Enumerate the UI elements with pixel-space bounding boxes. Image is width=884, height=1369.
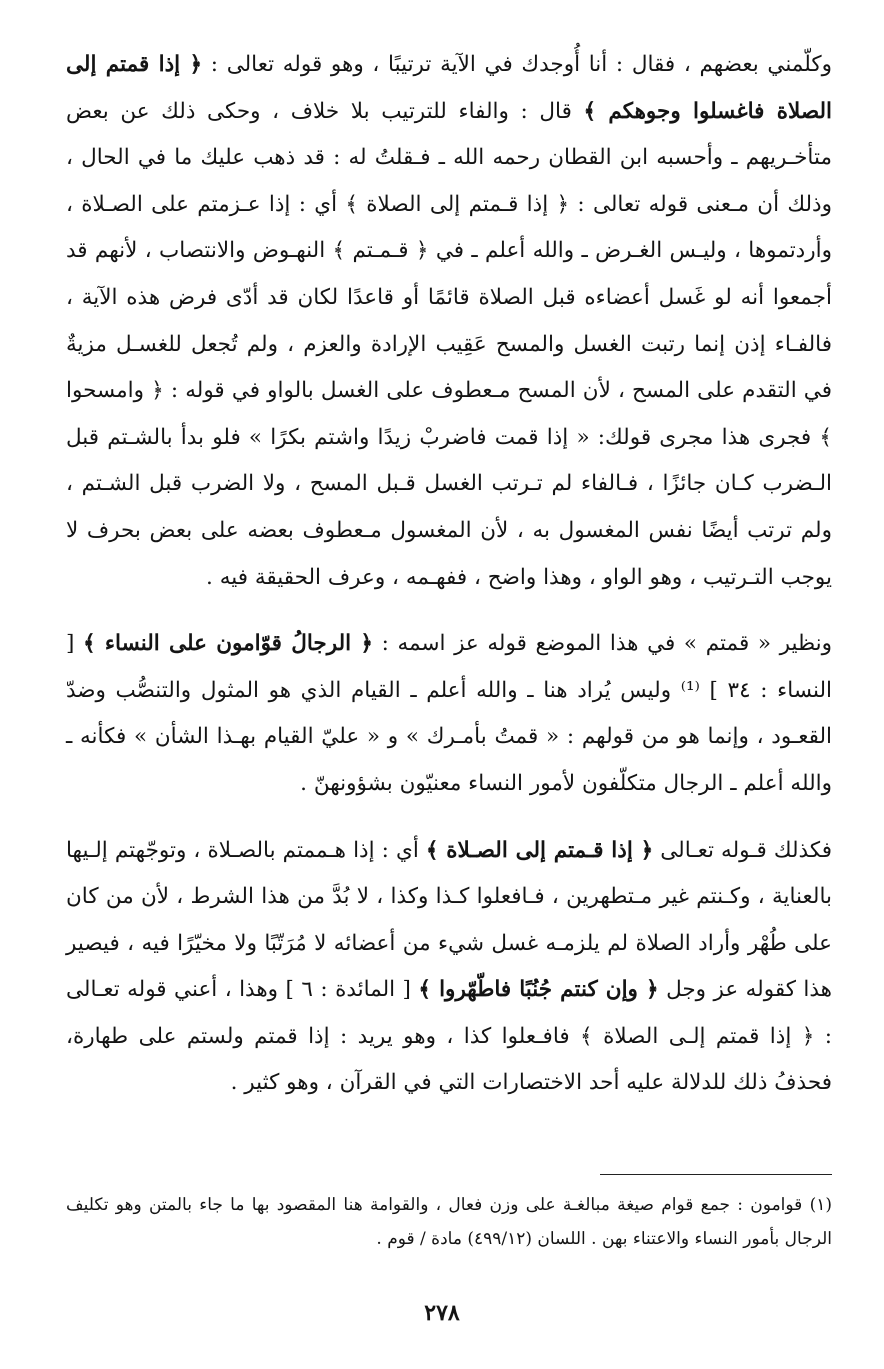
paragraph-1-seg-3: قال : والفاء للترتيب بلا خلاف ، وحكى ذلك عن بعض متأخـريهم ـ وأحسبه ابن القطان رحمه الله ـ فـقلتُ له : قد ذهب عليك ما في الحال ، وذلك أن مـعنى قوله تعالى : ﴿ إذا قـمتم إلى الصلاة ﴾ أي : إذا عـزمتم على الصـلاة ، وأردتموها ، وليـس الغـرض ـ والله أعلم ـ في ﴿ قـمـتم ﴾ النهـوض والانتصاب ، لأنهم قد أجمعوا أنه لو غَسل أعضاءه قبل الصلاة قائمًا أو قاعدًا لكان قد أدّى فرض هذه الآية ، فالفـاء إذن إنما رتبت الغسل والمسح عَقِيب الإرادة والعزم ، ولم تُجعل للغسـل مزيةٌ في التقدم على المسح ، لأن المسح مـعطوف على الغسل بالواو في قوله : ﴿ وامسحوا ﴾ فجرى هذا مجرى قولك: « إذا قمت فاضربْ زيدًا واشتم بكرًا » فلو بدأ بالشـتم قبل الـضرب كـان جائزًا ، فـالفاء لم تـرتب الغسل قـبل المسح ، ولا الضرب قبل الشـتم ، ولم ترتب أيضًا نفس المغسول به ، لأن المغسول مـعطوف بعضه على بعض بحرف لا يوجب التـرتيب ، وهو الواو ، وهذا واضح ، ففهـمه ، وعرف الحقيقة فيه . bbox=[66, 98, 832, 590]
paragraph-1-seg-1: وكلّمني بعضهم ، فقال : أنا أُوجدك في الآية ترتيبًا ، وهو قوله تعالى : bbox=[202, 52, 832, 77]
quran-verse-2: ﴿ الرجالُ قوّامون على النساء ﴾ bbox=[83, 631, 373, 657]
paragraph-3-seg-5: [ المائدة : ٦ ] وهذا ، أعني قوله تعـالى : ﴿ إذا قمتم إلـى الصلاة ﴾ فافـعلوا كذا ، وهو يريد : إذا قمتم ولستم على طهارة، فحذفُ ذلك للدلالة عليه أحد الاختصارات التي في القرآن ، وهو كثير . bbox=[66, 977, 832, 1096]
quran-verse-3: ﴿ إذا قـمتم إلى الصـلاة ﴾ bbox=[425, 837, 654, 863]
paragraph-3 bbox=[66, 828, 832, 1108]
paragraph-3-seg-3: أي : إذا هـممتم بالصـلاة ، وتوجّهتم إلـيها بالعناية ، وكـنتم غير مـتطهرين ، فـافعلوا كـذا وكذا ، لا بُدَّ من هذا الشرط ، لأن من كان على طُهْر وأراد الصلاة لم يلزمـه غسل شيء من أعضائه لا مُرَتّبًا ولا مخيّرًا فيه ، فيصير هذا كقوله عز وجل bbox=[66, 837, 832, 1003]
paragraph-2-seg-1: ونظير « قمتم » في هذا الموضع قوله عز اسمه : bbox=[372, 631, 832, 657]
paragraph-2-seg-3: [ النساء : ٣٤ ] ⁽¹⁾ وليس يُراد هنا ـ والله أعلم ـ القيام الذي هو المثول والتنصُّب وضدّ القعـود ، وإنما هو من قولهم : « قمتُ بأمـرك » و « عليّ القيام بهـذا الشأن » فكأنه ـ والله أعلم ـ الرجال متكلّفون لأمور النساء معنيّون بشؤونهنّ . bbox=[66, 631, 833, 796]
footnote: (١) قوامون : جمع قوام صيغة مبالغـة على وزن فعال ، والقوامة هنا المقصود بها ما جاء بالمتن وهو تكليف الرجال بأمور النساء والاعتناء بهن . اللسان (٤٩٩/١٢) مادة / قوم . bbox=[66, 1195, 832, 1249]
footnote-divider bbox=[600, 1174, 832, 1175]
quran-verse-4: ﴿ وإن كنتم جُنُبًا فاطّهّروا ﴾ bbox=[418, 977, 659, 1003]
paragraph-3-seg-1: فكذلك قـوله تعـالى bbox=[653, 837, 832, 863]
main-text bbox=[66, 42, 832, 1107]
quran-verse-1: ﴿ إذا قمتم إلى الصلاة فاغسلوا وجوهكم ﴾ bbox=[66, 52, 832, 124]
paragraph-1 bbox=[66, 42, 832, 601]
paragraph-2 bbox=[66, 621, 832, 807]
page-number: ٢٧٨ bbox=[424, 1300, 460, 1326]
